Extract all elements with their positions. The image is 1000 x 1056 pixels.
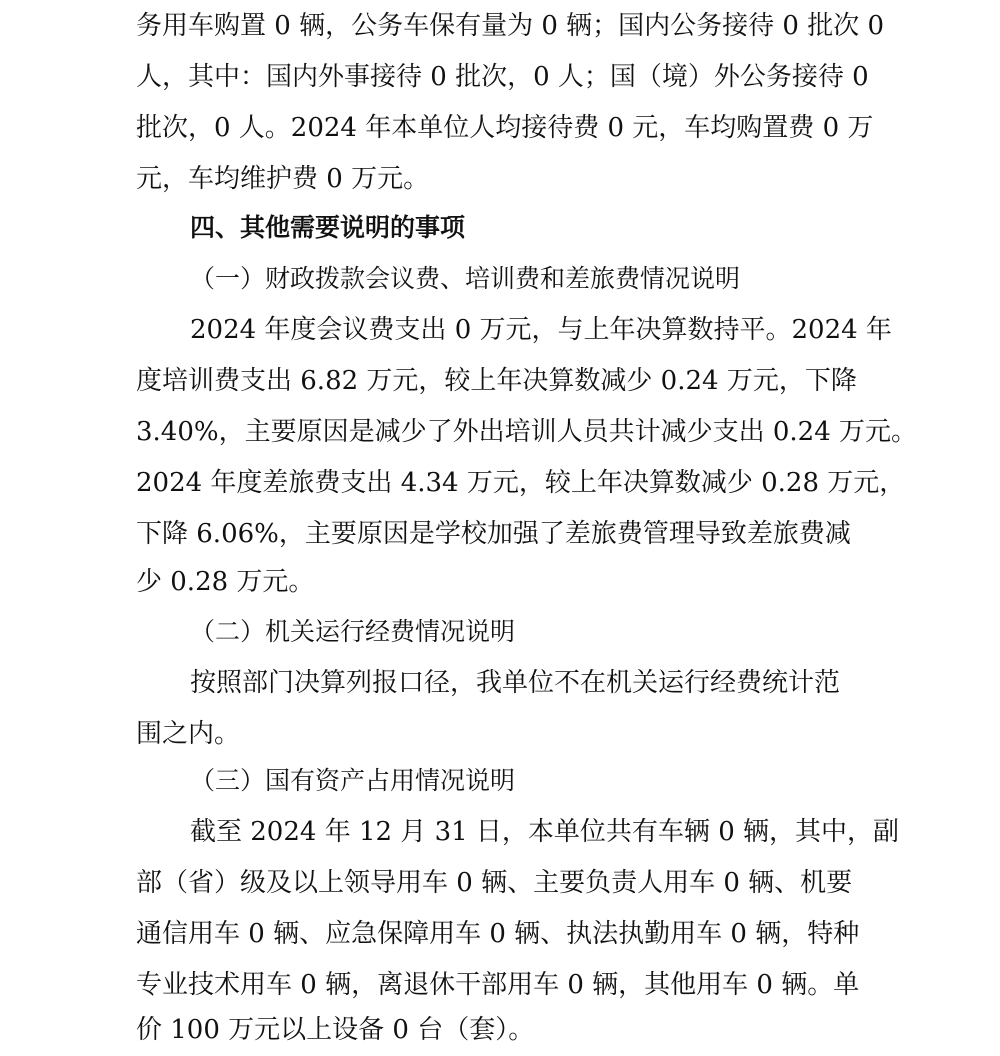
- text-run: 部（省）级及以上领导用车 0 辆、主要负责人用车 0 辆、机要: [136, 868, 853, 898]
- text-run: 下降 6.06%，主要原因是学校加强了差旅费管理导致差旅费减: [136, 519, 851, 549]
- text-run: 2024 年度会议费支出 0 万元，与上年决算数持平。2024 年: [190, 315, 892, 345]
- text-run: 价 100 万元以上设备 0 台（套）。: [136, 1015, 535, 1045]
- paragraph-line: [0, 857, 1000, 909]
- paragraph-line: [0, 908, 1000, 960]
- text-run: 3.40%，主要原因是减少了外出培训人员共计减少支出 0.24 万元。: [136, 417, 918, 447]
- text-run: 务用车购置 0 辆，公务车保有量为 0 辆；国内公务接待 0 批次 0: [136, 11, 885, 41]
- subsection-title: （三）国有资产占用情况说明: [190, 766, 516, 795]
- text-run: 人，其中：国内外事接待 0 批次，0 人；国（境）外公务接待 0: [136, 62, 869, 92]
- subsection-heading: [0, 755, 1000, 807]
- text-run: 截至 2024 年 12 月 31 日，本单位共有车辆 0 辆，其中，副: [190, 817, 899, 847]
- paragraph-line: [0, 406, 1000, 458]
- text-run: 2024 年度差旅费支出 4.34 万元，较上年决算数减少 0.28 万元，: [136, 468, 906, 498]
- paragraph-line: [0, 153, 1000, 205]
- section-title: 四、其他需要说明的事项: [190, 213, 466, 242]
- paragraph-line: [0, 355, 1000, 407]
- paragraph-line: [0, 457, 1000, 509]
- paragraph-line: [0, 806, 1000, 858]
- text-run: 元，车均维护费 0 万元。: [136, 164, 430, 194]
- paragraph-line: [0, 657, 1000, 709]
- paragraph-line: [0, 1004, 1000, 1056]
- subsection-title: （二）机关运行经费情况说明: [190, 617, 516, 646]
- paragraph-line: [0, 304, 1000, 356]
- subsection-title: （一）财政拨款会议费、培训费和差旅费情况说明: [190, 264, 741, 293]
- paragraph-line: [0, 556, 1000, 608]
- subsection-heading: [0, 606, 1000, 658]
- text-run: 度培训费支出 6.82 万元，较上年决算数减少 0.24 万元，下降: [136, 366, 857, 396]
- paragraph-line: [0, 51, 1000, 103]
- text-run: 批次，0 人。2024 年本单位人均接待费 0 元，车均购置费 0 万: [136, 113, 874, 143]
- subsection-heading: [0, 253, 1000, 305]
- paragraph-line: [0, 508, 1000, 560]
- paragraph-line: [0, 102, 1000, 154]
- text-run: 专业技术用车 0 辆，离退休干部用车 0 辆，其他用车 0 辆。单: [136, 970, 860, 1000]
- section-heading: [0, 202, 1000, 254]
- text-run: 按照部门决算列报口径，我单位不在机关运行经费统计范: [190, 668, 841, 698]
- paragraph-line: [0, 0, 1000, 52]
- text-run: 通信用车 0 辆、应急保障用车 0 辆、执法执勤用车 0 辆，特种: [136, 919, 860, 949]
- paragraph-line: [0, 708, 1000, 760]
- text-run: 围之内。: [136, 719, 241, 749]
- text-run: 少 0.28 万元。: [136, 567, 315, 597]
